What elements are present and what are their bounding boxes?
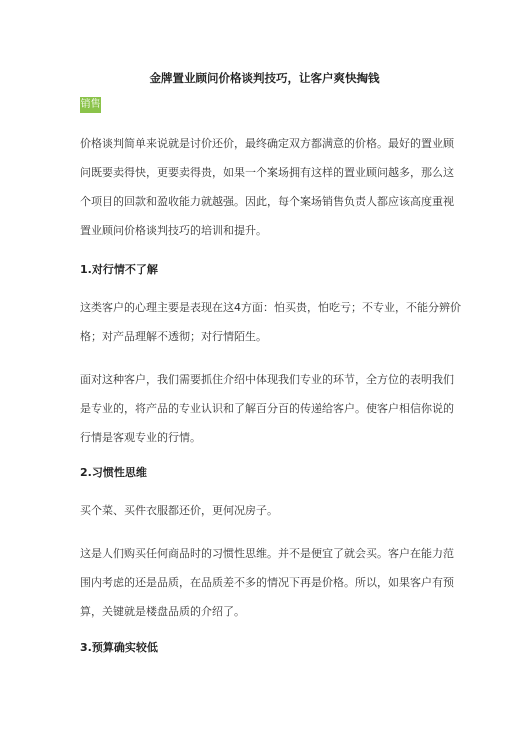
section2-paragraph-2 <box>80 539 455 626</box>
paragraph-line: 价格谈判简单来说就是讨价还价，最终确定双方都满意的价格。最好的置业顾 <box>80 137 454 150</box>
paragraph-line: 行情是客观专业的行情。 <box>80 431 201 444</box>
paragraph-line: 问既要卖得快，更要卖得贵，如果一个案场拥有这样的置业顾问越多，那么这 <box>80 166 454 179</box>
section1-paragraph-2 <box>80 365 455 452</box>
section2-paragraph-1 <box>80 496 455 525</box>
paragraph-line: 面对这种客户，我们需要抓住介绍中体现我们专业的环节，全方位的表明我们 <box>80 373 454 386</box>
paragraph-line: 这是人们购买任何商品时的习惯性思维。并不是便宜了就会买。客户在能力范 <box>80 547 454 560</box>
paragraph-line: 是专业的，将产品的专业认识和了解百分百的传递给客户。使客户相信你说的 <box>80 402 454 415</box>
section-heading-2: 2.习惯性思维 <box>80 466 147 479</box>
section-heading-1: 1.对行情不了解 <box>80 263 158 276</box>
article-title: 金牌置业顾问价格谈判技巧，让客户爽快掏钱 <box>149 71 380 85</box>
category-tag: 销售 <box>80 97 101 113</box>
paragraph-line: 围内考虑的还是品质，在品质差不多的情况下再是价格。所以，如果客户有预 <box>80 576 454 589</box>
paragraph-line: 买个菜、买件衣服都还价，更何况房子。 <box>80 504 278 517</box>
paragraph-line: 算，关键就是楼盘品质的介绍了。 <box>80 605 245 618</box>
section-heading-3: 3.预算确实较低 <box>80 641 158 654</box>
paragraph-line: 置业顾问价格谈判技巧的培训和提升。 <box>80 224 267 237</box>
paragraph-line: 这类客户的心理主要是表现在这4方面：怕买贵，怕吃亏；不专业，不能分辨价 <box>80 301 461 314</box>
section1-paragraph-1 <box>80 293 461 351</box>
paragraph-line: 个项目的回款和盈收能力就越强。因此，每个案场销售负责人都应该高度重视 <box>80 195 454 208</box>
intro-paragraph <box>80 129 455 245</box>
paragraph-line: 格；对产品理解不透彻；对行情陌生。 <box>80 330 267 343</box>
